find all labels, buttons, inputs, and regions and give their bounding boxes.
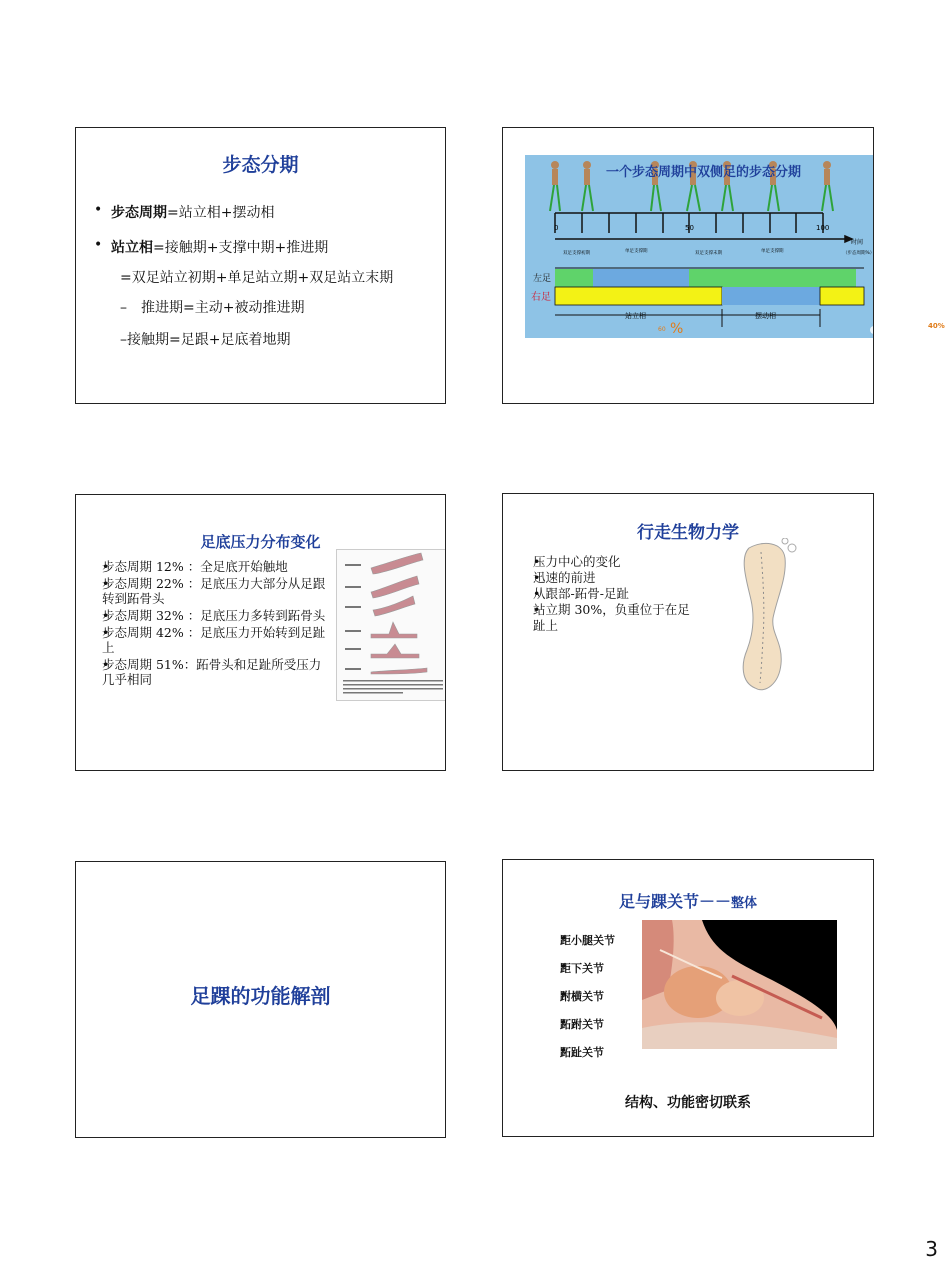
phase-label: 双足支撑初期 (563, 251, 590, 256)
percent-symbol: % (670, 321, 684, 337)
tick-label-0: 0 (554, 224, 559, 232)
slide-title: 行走生物力学 (637, 523, 739, 543)
dot-icon (870, 326, 874, 334)
list-item: • 跖跗关节 (543, 1016, 615, 1044)
list-item: • 步态周期 51%：跖骨头和足趾所受压力几乎相同 (88, 657, 333, 687)
title-main: 足与踝关节－－ (618, 892, 731, 911)
slide-title: 足底压力分布变化 (200, 533, 321, 551)
time-label: 时间 (851, 239, 864, 246)
sub-item: –接触期=足跟+足底着地期 (120, 332, 291, 348)
stance-label: 站立相 (625, 312, 646, 320)
left-stance-bar (689, 269, 856, 287)
list-item: • 从跟部-跖骨-足趾 (515, 586, 695, 602)
item-text: =接触期+支撑中期+推进期 (153, 240, 329, 256)
list-item: • 距下关节 (543, 960, 615, 988)
time-sub-label: （步态周期%） (843, 251, 875, 256)
bullet-list (94, 202, 434, 272)
slide-plantar-pressure (75, 494, 446, 771)
gait-diagram-panel (525, 155, 874, 338)
slide-functional-anatomy (75, 861, 446, 1138)
tick-label-50: 50 (685, 224, 694, 232)
right-swing-bar (722, 287, 820, 305)
list-item: • 步态周期 32% ：足底压力多转到跖骨头 (88, 608, 333, 623)
item-text: =站立相+摆动相 (167, 205, 275, 221)
percent-small: 60 (658, 326, 666, 333)
title-small: 整体 (731, 896, 758, 911)
orange-note: 40% (928, 322, 945, 330)
slide-title: 足踝的功能解剖 (190, 984, 331, 1008)
gait-diagram (525, 155, 874, 338)
list-item: • 步态周期 42% ：足底压力开始转到足趾上 (88, 625, 333, 655)
list-item: • 距小腿关节 (543, 932, 615, 960)
list-item (94, 237, 434, 257)
page-number: 3 (925, 1237, 938, 1261)
right-stance-bar (820, 287, 864, 305)
list-item: • 迅速的前进 (515, 570, 695, 586)
list-item: • 步态周期 22% ：足底压力大部分从足跟转到跖骨头 (88, 576, 333, 606)
sub-item: – 推进期=主动+被动推进期 (120, 300, 305, 316)
right-foot-label: 右足 (531, 292, 551, 303)
slide-foot-ankle-joints (502, 859, 874, 1137)
list-item: • 跖趾关节 (543, 1044, 615, 1072)
pressure-figure (336, 549, 446, 701)
diagram-title: 一个步态周期中双侧足的步态分期 (605, 165, 801, 180)
foot-cross-section-photo (642, 920, 837, 1049)
bullet-list (543, 932, 615, 1072)
timeline (555, 213, 852, 242)
phase-label: 单足支撑期 (625, 249, 648, 254)
bullet-list (88, 559, 333, 689)
tick-label-100: 100 (816, 224, 830, 232)
slide-gait-phases (75, 127, 446, 404)
bold-term: 步态周期 (111, 205, 167, 221)
left-foot-label: 左足 (533, 274, 552, 284)
left-stance-bar (555, 269, 593, 287)
list-item (94, 202, 434, 222)
list-item: • 跗横关节 (543, 988, 615, 1016)
anatomy-image (642, 920, 837, 1049)
pressure-plots-image (337, 550, 446, 700)
bold-term: 站立相 (111, 240, 153, 256)
left-swing-bar (593, 269, 689, 287)
right-stance-bar (555, 287, 722, 305)
list-item: • 压力中心的变化 (515, 554, 695, 570)
phase-label: 单足支撑期 (761, 249, 784, 254)
slide-title (503, 889, 873, 912)
list-item: • 站立期 30%，负重位于在足趾上 (515, 602, 695, 634)
bullet-list (515, 554, 695, 634)
phase-brackets (555, 309, 820, 327)
swing-label: 摆动相 (755, 312, 776, 320)
phase-label: 双足支撑末期 (695, 251, 722, 256)
slide-walking-biomechanics (502, 493, 874, 771)
footprint-image (735, 538, 815, 698)
sub-item: =双足站立初期+单足站立期+双足站立末期 (120, 270, 394, 286)
caption: 结构、功能密切联系 (625, 1095, 751, 1111)
slide-gait-cycle-diagram (502, 127, 874, 404)
slide-title: 步态分期 (222, 154, 299, 176)
list-item: • 步态周期 12% ：全足底开始触地 (88, 559, 333, 574)
